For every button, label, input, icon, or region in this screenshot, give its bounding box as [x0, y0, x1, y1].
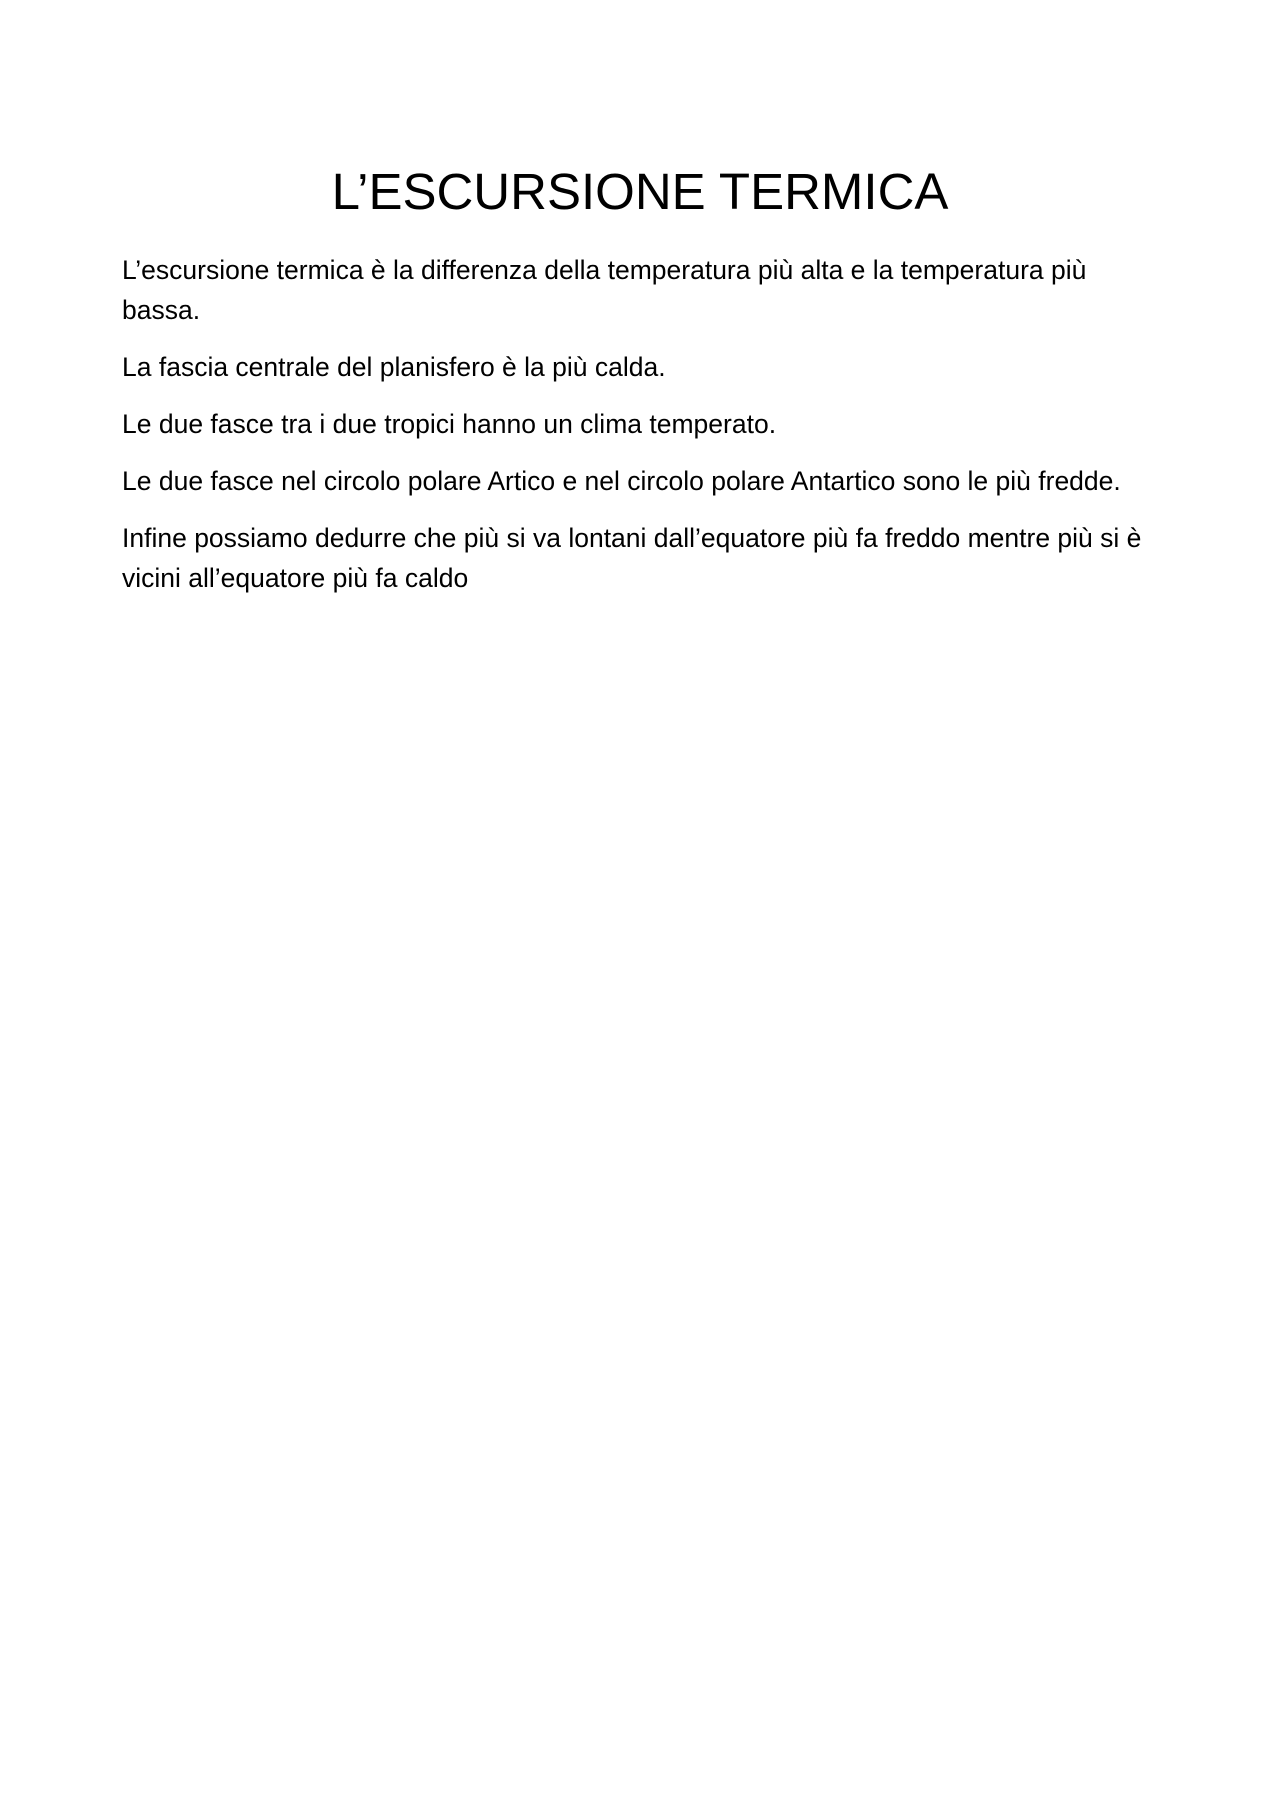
page-title: L’ESCURSIONE TERMICA [331, 163, 949, 220]
paragraph-definition: L’escursione termica è la differenza della temperatura più alta e la temperatura più bassa. [122, 255, 1087, 325]
paragraph-tropics: Le due fasce tra i due tropici hanno un clima temperato. [122, 409, 777, 439]
paragraph-central-band: La fascia centrale del planisfero è la più calda. [122, 352, 666, 382]
paragraph-conclusion: Infine possiamo dedurre che più si va lontani dall’equatore più fa freddo mentre più si è vicini all’equatore più fa caldo [122, 523, 1142, 593]
document-body [122, 250, 1162, 615]
paragraph-polar-circles: Le due fasce nel circolo polare Artico e nel circolo polare Antartico sono le più fredde. [122, 466, 1121, 496]
